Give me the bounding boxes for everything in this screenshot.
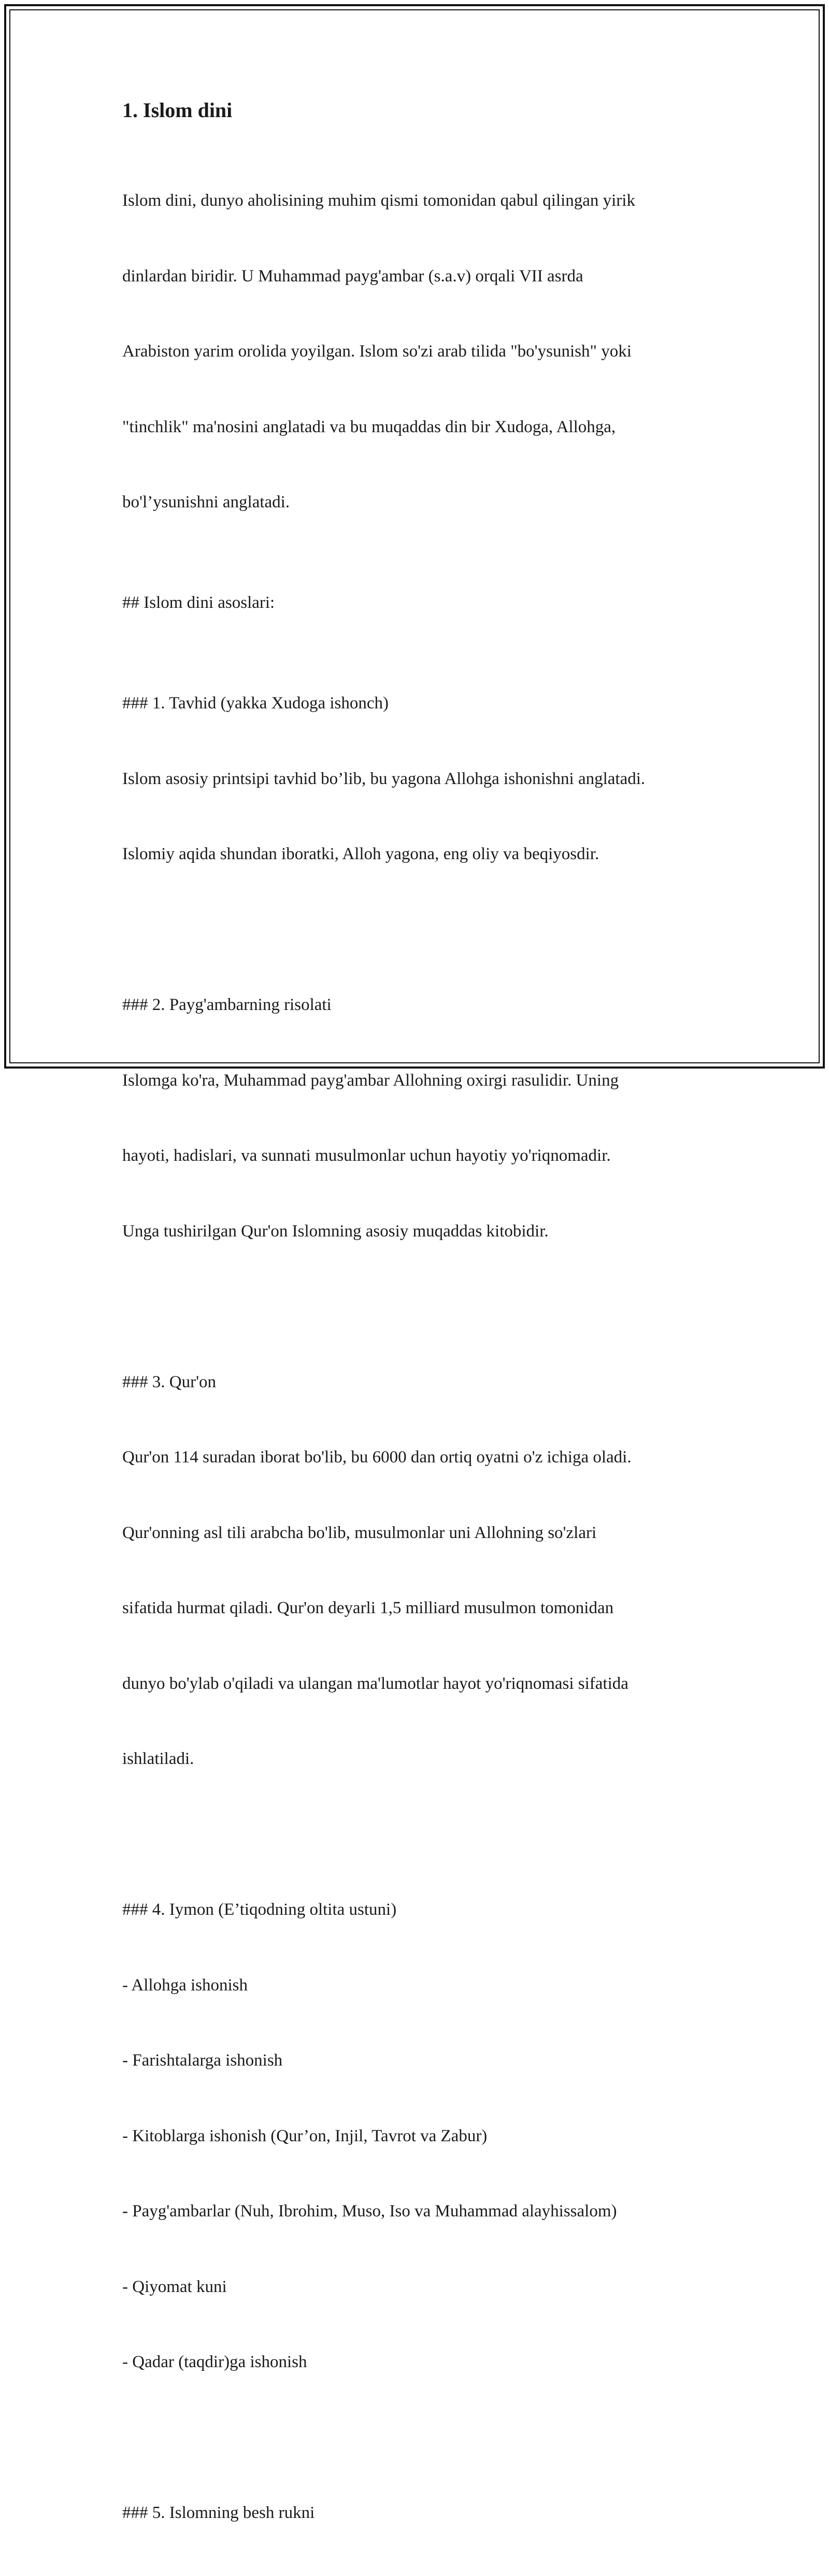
section-line: Unga tushirilgan Qur'on Islomning asosiy muqaddas kitobidir. xyxy=(122,1221,549,1241)
subsection-heading: ### 1. Tavhid (yakka Xudoga ishonch) xyxy=(122,694,389,713)
section-quron xyxy=(122,1319,718,1822)
blank-line xyxy=(122,565,718,591)
section-line: Qur'onning asl tili arabcha bo'lib, musulmonlar uni Allohning so'zlari xyxy=(122,1523,597,1542)
section-besh-rukn xyxy=(122,2450,718,2576)
list-item: - Payg'ambarlar (Nuh, Ibrohim, Muso, Iso va Muhammad alayhissalom) xyxy=(122,2202,617,2221)
subsection-heading: ### 4. Iymon (E’tiqodning oltita ustuni) xyxy=(122,1900,397,1919)
section-iymon xyxy=(122,1847,718,2425)
section-line: hayoti, hadislari, va sunnati musulmonlar uchun hayotiy yo'riqnomadir. xyxy=(122,1146,611,1165)
intro-line: dinlardan biridir. U Muhammad payg'ambar (s.a.v) orqali VII asrda xyxy=(122,266,583,286)
section-line: dunyo bo'ylab o'qiladi va ulangan ma'lumotlar hayot yo'riqnomasi sifatida xyxy=(122,1674,628,1693)
section-line: sifatida hurmat qiladi. Qur'on deyarli 1,5 milliard musulmon tomonidan xyxy=(122,1599,614,1617)
list-item: - Allohga ishonish xyxy=(122,1975,248,1995)
list-item: - Qadar (taqdir)ga ishonish xyxy=(122,2353,307,2371)
section-tavhid xyxy=(122,641,718,917)
blank-line xyxy=(122,917,718,943)
list-item: - Qiyomat kuni xyxy=(122,2277,227,2296)
section-line: ishlatiladi. xyxy=(122,1749,194,1768)
section-heading: ## Islom dini asoslari: xyxy=(122,593,275,612)
blank-line xyxy=(122,616,718,641)
blank-line xyxy=(122,2425,718,2451)
document-title: 1. Islom dini xyxy=(122,98,233,122)
intro-line: Islom dini, dunyo aholisining muhim qismi tomonidan qabul qilingan yirik xyxy=(122,191,635,210)
subsection-heading: ### 5. Islomning besh rukni xyxy=(122,2503,315,2522)
intro-line: Arabiston yarim orolida yoyilgan. Islom so'zi arab tilida "bo'ysunish" yoki xyxy=(122,342,632,361)
section-line: Islom asosiy printsipi tavhid bo’lib, bu yagona Allohga ishonishni anglatadi. xyxy=(122,769,646,788)
list-item: - Farishtalarga ishonish xyxy=(122,2051,283,2070)
section-line: Islomiy aqida shundan iboratki, Alloh yagona, eng oliy va beqiyosdir. xyxy=(122,845,599,863)
subsection-heading: ### 2. Payg'ambarning risolati xyxy=(122,995,332,1014)
list-item: - Kitoblarga ishonish (Qur’on, Injil, Tavrot va Zabur) xyxy=(122,2126,488,2145)
intro-line: "tinchlik" ma'nosini anglatadi va bu muqaddas din bir Xudoga, Allohga, xyxy=(122,417,616,436)
intro-line: bo'l’ysunishni anglatadi. xyxy=(122,493,290,511)
section-risolat xyxy=(122,942,718,1294)
blank-line xyxy=(122,1822,718,1847)
document-body xyxy=(122,96,718,2576)
section-line: Islomga ko'ra, Muhammad payg'ambar Allohning oxirgi rasulidir. Uning xyxy=(122,1071,619,1090)
subsection-heading: ### 3. Qur'on xyxy=(122,1372,217,1391)
section-line: Qur'on 114 suradan iborat bo'lib, bu 6000 dan ortiq oyatni o'z ichiga oladi. xyxy=(122,1448,632,1467)
blank-line xyxy=(122,1294,718,1319)
intro-paragraph xyxy=(122,138,718,565)
